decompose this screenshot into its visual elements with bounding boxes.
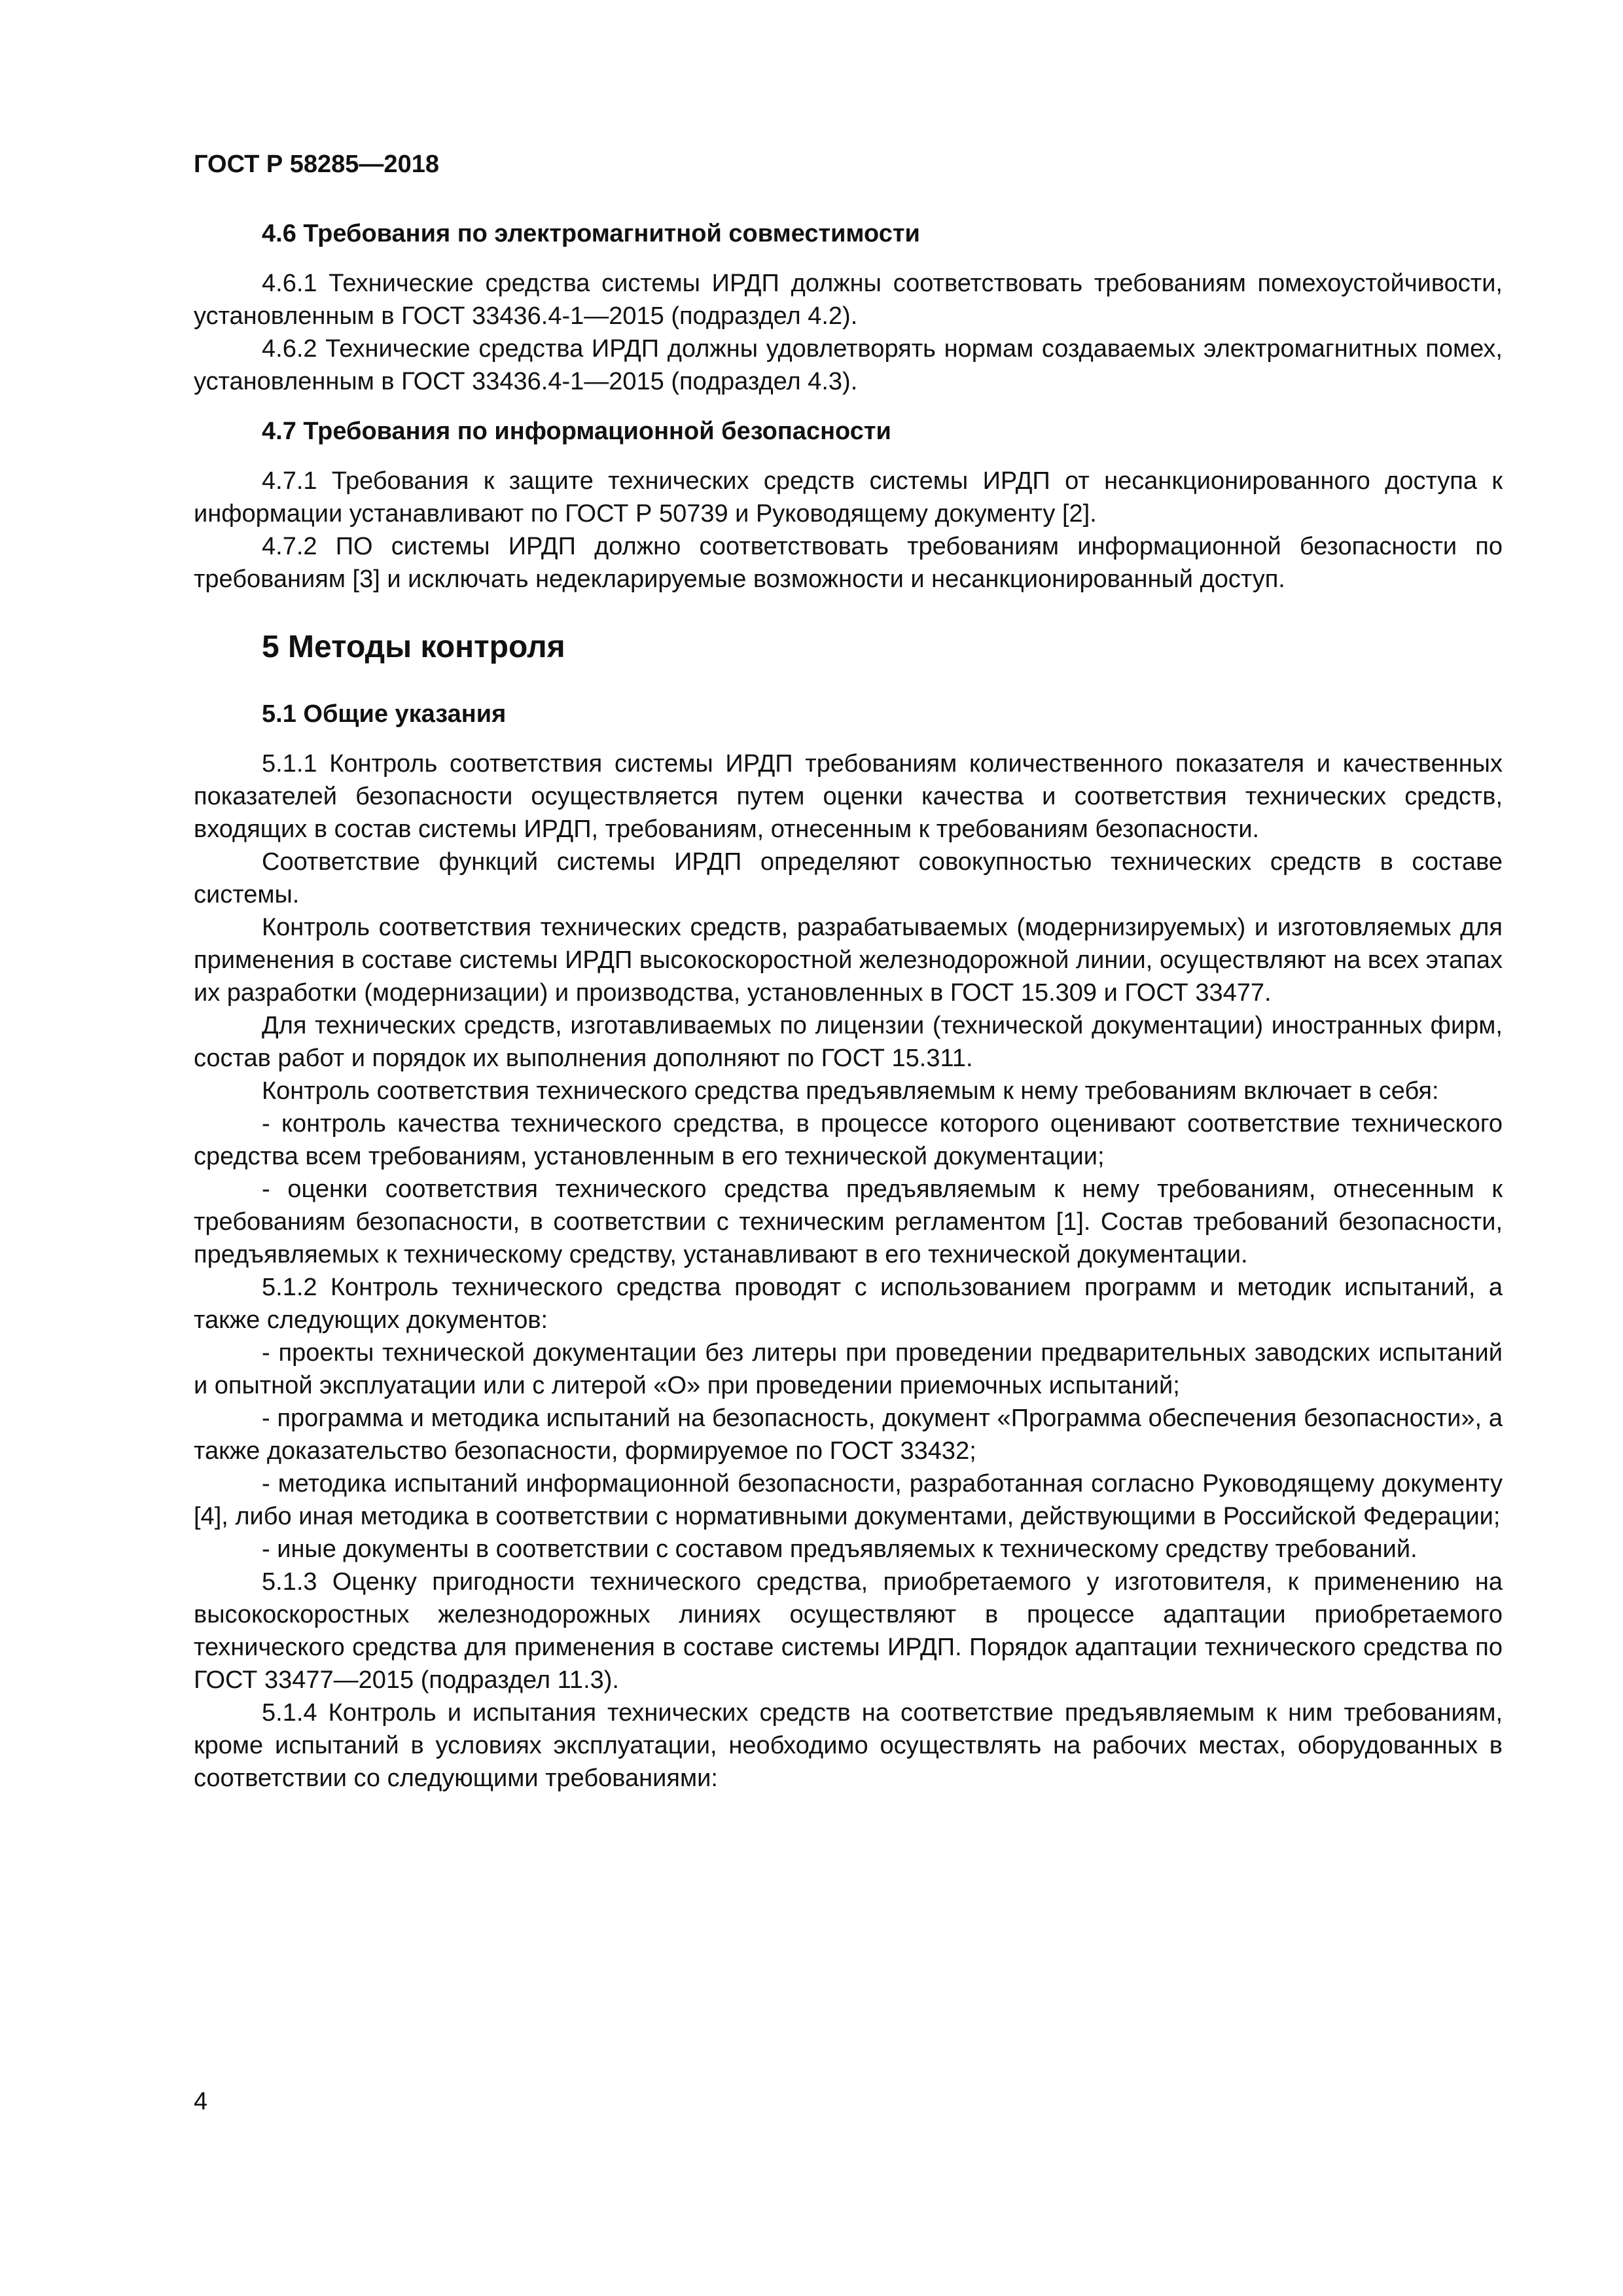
list-item: - контроль качества технического средства, в процессе которого оценивают соответствие технического средства всем требованиям, установленным в его технической документации; — [194, 1110, 1503, 1170]
document-page — [194, 148, 1503, 1795]
list-item: - методика испытаний информационной безопасности, разработанная согласно Руководящему документу [4], либо иная методика в соответствии с нормативными документами, действующими в Российской Федерации; — [194, 1470, 1503, 1530]
paragraph-4-6-2: 4.6.2 Технические средства ИРДП должны удовлетворять нормам создаваемых электромагнитных помех, установленным в ГОСТ 33436.4-1—2015 (подраздел 4.3). — [194, 335, 1503, 395]
spacer — [194, 398, 1503, 415]
paragraph-4-7-2: 4.7.2 ПО системы ИРДП должно соответствовать требованиям информационной безопасности по требованиям [3] и исключать недекларируемые возможности и несанкционированный доступ. — [194, 533, 1503, 593]
page-number: 4 — [194, 2088, 208, 2115]
paragraph: Контроль соответствия технического средства предъявляемым к нему требованиям включает в себя: — [262, 1077, 1439, 1105]
paragraph-5-1-1: 5.1.1 Контроль соответствия системы ИРДП требованиям количественного показателя и качественных показателей безопасности осуществляется путем оценки качества и соответствия технических средств, входящих в состав системы ИРДП, требованиям, отнесенным к требованиям безопасности. — [194, 750, 1503, 843]
section-heading-4-6: 4.6 Требования по электромагнитной совместимости — [262, 220, 920, 247]
section-heading-4-7: 4.7 Требования по информационной безопасности — [262, 418, 891, 445]
paragraph: Для технических средств, изготавливаемых по лицензии (технической документации) иностранных фирм, состав работ и порядок их выполнения дополняют по ГОСТ 15.311. — [194, 1012, 1503, 1072]
standard-header: ГОСТ Р 58285—2018 — [194, 151, 439, 178]
section-heading-5: 5 Методы контроля — [262, 630, 565, 664]
list-item: - программа и методика испытаний на безопасность, документ «Программа обеспечения безопасности», а также доказательство безопасности, формируемое по ГОСТ 33432; — [194, 1405, 1503, 1465]
section-heading-5-1: 5.1 Общие указания — [262, 700, 507, 728]
paragraph-5-1-3: 5.1.3 Оценку пригодности технического средства, приобретаемого у изготовителя, к применению на высокоскоростных железнодорожных линиях осуществляют в процессе адаптации приобретаемого технического средства для применения в составе системы ИРДП. Порядок адаптации технического средства по ГОСТ 33477—2015 (подраздел 11.3). — [194, 1568, 1503, 1694]
paragraph-5-1-4: 5.1.4 Контроль и испытания технических средств на соответствие предъявляемым к ним требованиям, кроме испытаний в условиях эксплуатации, необходимо осуществлять на рабочих местах, оборудованных в соответствии со следующими требованиями: — [194, 1699, 1503, 1792]
paragraph-4-7-1: 4.7.1 Требования к защите технических средств системы ИРДП от несанкционированного доступа к информации устанавливают по ГОСТ Р 50739 и Руководящему документу [2]. — [194, 467, 1503, 528]
paragraph: Контроль соответствия технических средств, разрабатываемых (модернизируемых) и изготовляемых для применения в составе системы ИРДП высокоскоростной железнодорожной линии, осуществляют на всех этапах их разработки (модернизации) и производства, установленных в ГОСТ 15.309 и ГОСТ 33477. — [194, 914, 1503, 1007]
paragraph-5-1-2: 5.1.2 Контроль технического средства проводят с использованием программ и методик испытаний, а также следующих документов: — [194, 1274, 1503, 1334]
list-item: - иные документы в соответствии с составом предъявляемых к техническому средству требований. — [262, 1535, 1418, 1563]
paragraph-4-6-1: 4.6.1 Технические средства системы ИРДП должны соответствовать требованиям помехоустойчивости, установленным в ГОСТ 33436.4-1—2015 (подраздел 4.2). — [194, 270, 1503, 330]
list-item: - проекты технической документации без литеры при проведении предварительных заводских испытаний и опытной эксплуатации или с литерой «О» при проведении приемочных испытаний; — [194, 1339, 1503, 1399]
list-item: - оценки соответствия технического средства предъявляемым к нему требованиям, отнесенным к требованиям безопасности, в соответствии с техническим регламентом [1]. Состав требований безопасности, предъявляемых к техническому средству, устанавливают в его технической документации. — [194, 1175, 1503, 1268]
paragraph: Соответствие функций системы ИРДП определяют совокупностью технических средств в составе системы. — [194, 848, 1503, 908]
